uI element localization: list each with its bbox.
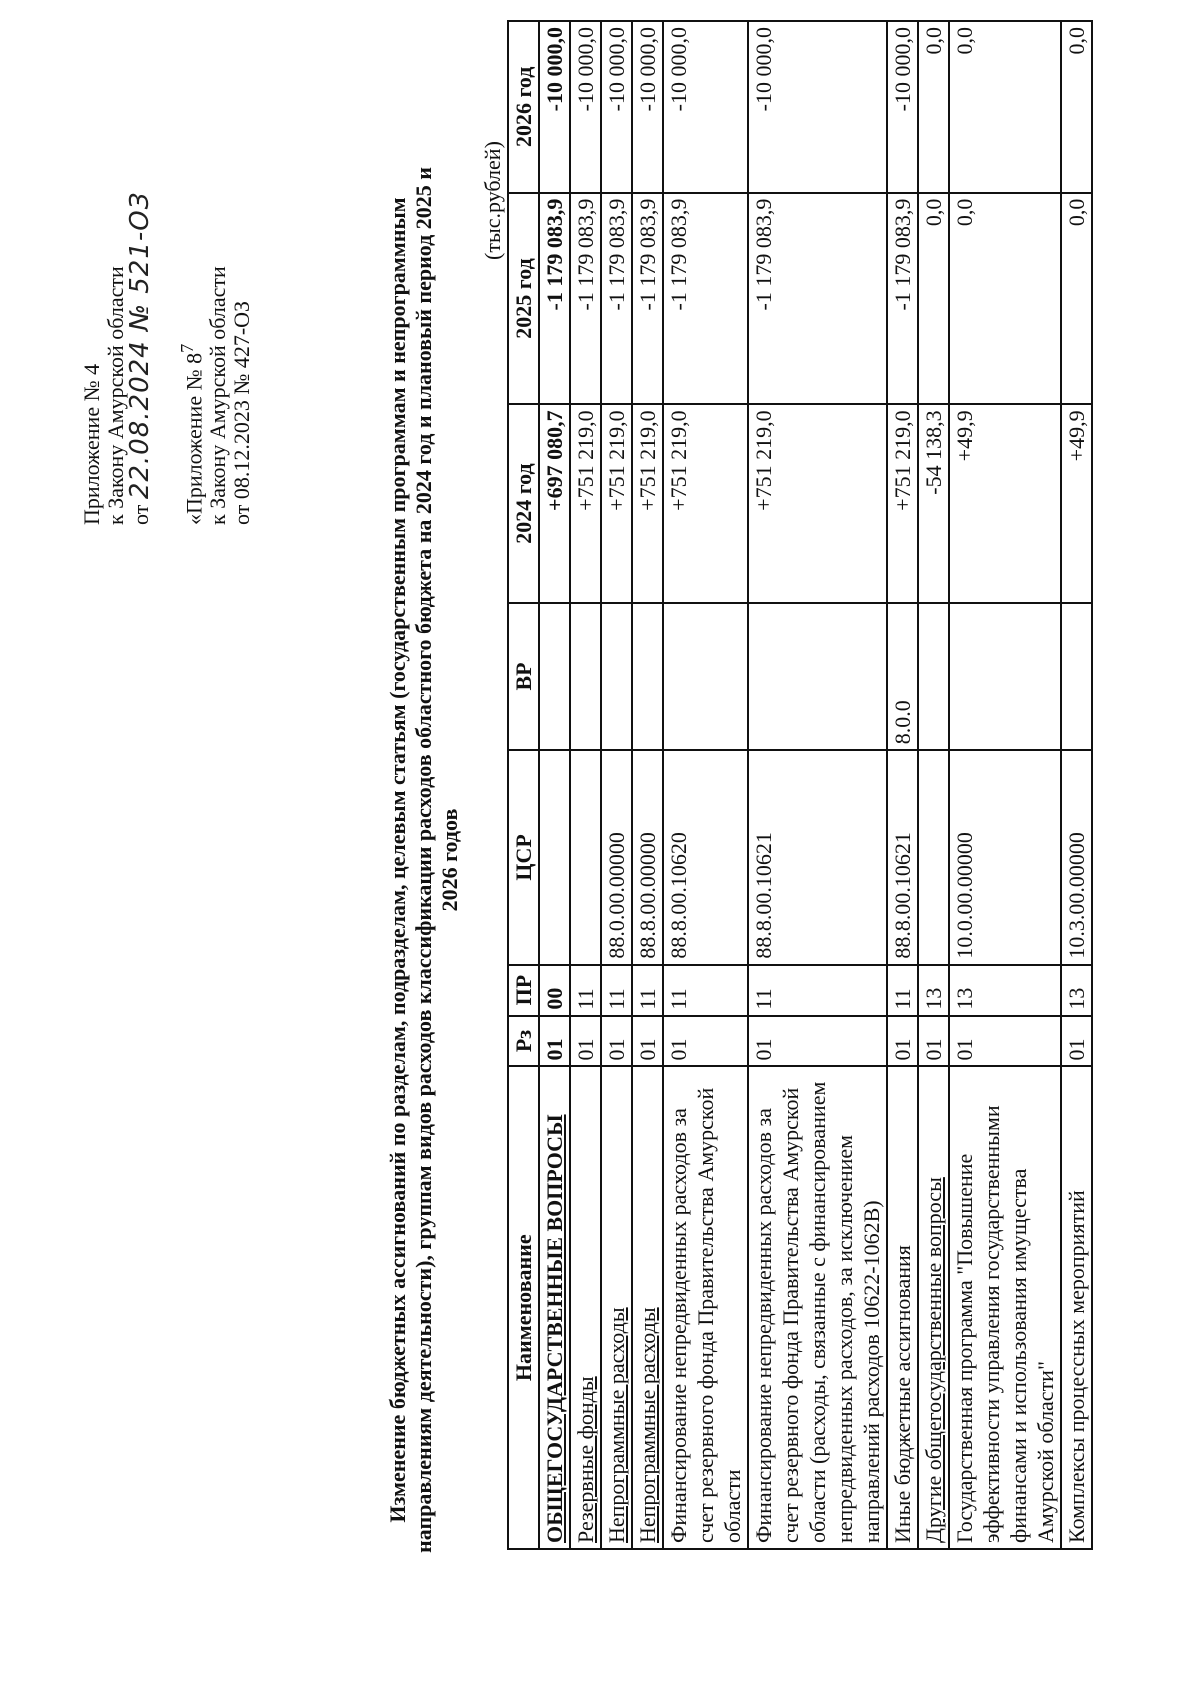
- cell-csr: [918, 750, 949, 964]
- appendix-number: Приложение № 4: [79, 363, 104, 525]
- cell-rz: 01: [887, 1016, 918, 1067]
- cell-2026: 0,0: [949, 21, 1061, 193]
- cell-2024: -54 138,3: [918, 404, 949, 602]
- cell-vr: [1061, 603, 1092, 750]
- cell-2025: 0,0: [918, 193, 949, 405]
- cell-2026: -10 000,0: [539, 21, 570, 193]
- table-row: [663, 21, 748, 1549]
- header-csr: ЦСР: [508, 750, 539, 964]
- cell-pr: 13: [949, 965, 1061, 1016]
- cell-name: Финансирование непредвиденных расходов за счет резервного фонда Правительства Амурской области: [663, 1066, 748, 1549]
- cell-pr: 11: [887, 965, 918, 1016]
- cell-2025: -1 179 083,9: [632, 193, 663, 405]
- cell-rz: 01: [1061, 1016, 1092, 1067]
- cell-2026: 0,0: [918, 21, 949, 193]
- table-row: [570, 21, 601, 1549]
- cell-pr: 11: [570, 965, 601, 1016]
- header-vr: ВР: [508, 603, 539, 750]
- table-row: [539, 21, 570, 1549]
- table-row: [949, 21, 1061, 1549]
- table-row: [632, 21, 663, 1549]
- cell-2024: +751 219,0: [570, 404, 601, 602]
- cell-csr: 88.8.00.10620: [663, 750, 748, 964]
- header-2026: 2026 год: [508, 21, 539, 193]
- cell-rz: 01: [918, 1016, 949, 1067]
- appendix-current: [80, 192, 153, 525]
- cell-csr: [570, 750, 601, 964]
- cell-pr: 11: [663, 965, 748, 1016]
- table-row: [887, 21, 918, 1549]
- cell-2024: +751 219,0: [632, 404, 663, 602]
- appendix-date-prefix: от: [128, 504, 153, 525]
- cell-2024: +49,9: [1061, 404, 1092, 602]
- units-label: (тыс.рублей): [480, 141, 505, 260]
- cell-2025: -1 179 083,9: [748, 193, 887, 405]
- previous-appendix-date: от 08.12.2023 № 427-ОЗ: [229, 300, 255, 525]
- cell-2026: -10 000,0: [570, 21, 601, 193]
- cell-2026: -10 000,0: [632, 21, 663, 193]
- appendix-law: к Закону Амурской области: [103, 266, 128, 525]
- header-2025: 2025 год: [508, 193, 539, 405]
- budget-table: [507, 20, 1093, 1550]
- cell-name: Финансирование непредвиденных расходов за счет резервного фонда Правительства Амурской области (расходы, связанные с финансированием непредвиденных расходов, за исключением направлений расходов 10622-1062В): [748, 1066, 887, 1549]
- cell-csr: 88.0.00.00000: [601, 750, 632, 964]
- cell-name: Резервные фонды: [570, 1066, 601, 1549]
- cell-name: Иные бюджетные ассигнования: [887, 1066, 918, 1549]
- table-header-row: [508, 21, 539, 1549]
- header-pr: ПР: [508, 965, 539, 1016]
- cell-vr: [748, 603, 887, 750]
- document-title: Изменение бюджетных ассигнований по разделам, подразделам, целевым статьям (государственным программам и непрограммным направлениям деятельности), группам видов расходов классификации расходов областного бюджета на 2024 год и плановый период 2025 и 2026 годов: [385, 167, 462, 1553]
- cell-rz: 01: [570, 1016, 601, 1067]
- table-row: [748, 21, 887, 1549]
- cell-vr: [632, 603, 663, 750]
- cell-vr: [663, 603, 748, 750]
- cell-rz: 01: [949, 1016, 1061, 1067]
- cell-2025: -1 179 083,9: [601, 193, 632, 405]
- cell-rz: 01: [601, 1016, 632, 1067]
- cell-csr: 88.8.00.00000: [632, 750, 663, 964]
- handwritten-date-number: 22.08.2024 № 521-ОЗ: [125, 191, 155, 500]
- cell-csr: 88.8.00.10621: [748, 750, 887, 964]
- cell-csr: 10.0.00.00000: [949, 750, 1061, 964]
- appendix-date-line: [125, 191, 155, 525]
- cell-2024: +751 219,0: [601, 404, 632, 602]
- table-row: [601, 21, 632, 1549]
- cell-name: Комплексы процессных мероприятий: [1061, 1066, 1092, 1549]
- cell-2024: +751 219,0: [887, 404, 918, 602]
- table-row: [918, 21, 949, 1549]
- cell-2025: -1 179 083,9: [539, 193, 570, 405]
- cell-rz: 01: [539, 1016, 570, 1067]
- cell-2026: -10 000,0: [887, 21, 918, 193]
- cell-2024: +751 219,0: [663, 404, 748, 602]
- header-name: Наименование: [508, 1066, 539, 1549]
- cell-vr: [949, 603, 1061, 750]
- cell-2026: -10 000,0: [748, 21, 887, 193]
- cell-name: Непрограммные расходы: [632, 1066, 663, 1549]
- cell-csr: [539, 750, 570, 964]
- cell-2025: -1 179 083,9: [570, 193, 601, 405]
- cell-name: Непрограммные расходы: [601, 1066, 632, 1549]
- cell-rz: 01: [663, 1016, 748, 1067]
- cell-pr: 00: [539, 965, 570, 1016]
- cell-rz: 01: [748, 1016, 887, 1067]
- cell-pr: 11: [748, 965, 887, 1016]
- cell-2026: -10 000,0: [663, 21, 748, 193]
- cell-name: Государственная программа "Повышение эффективности управления государственными финансами и использования имущества Амурской области": [949, 1066, 1061, 1549]
- cell-vr: [601, 603, 632, 750]
- cell-vr: [539, 603, 570, 750]
- cell-vr: [570, 603, 601, 750]
- header-2024: 2024 год: [508, 404, 539, 602]
- cell-csr: 10.3.00.00000: [1061, 750, 1092, 964]
- header-rz: Рз: [508, 1016, 539, 1067]
- previous-appendix-number: «Приложение № $8^7$: [177, 343, 207, 525]
- appendix-previous: [175, 266, 254, 525]
- appendix-superscript: 7: [177, 343, 197, 353]
- cell-pr: 11: [632, 965, 663, 1016]
- cell-pr: 11: [601, 965, 632, 1016]
- cell-rz: 01: [632, 1016, 663, 1067]
- cell-csr: 88.8.00.10621: [887, 750, 918, 964]
- cell-2025: 0,0: [949, 193, 1061, 405]
- previous-appendix-law: к Закону Амурской области: [205, 266, 231, 525]
- table-row: [1061, 21, 1092, 1549]
- cell-2024: +697 080,7: [539, 404, 570, 602]
- cell-2024: +751 219,0: [748, 404, 887, 602]
- cell-pr: 13: [1061, 965, 1092, 1016]
- cell-vr: [918, 603, 949, 750]
- cell-2025: 0,0: [1061, 193, 1092, 405]
- cell-2025: -1 179 083,9: [887, 193, 918, 405]
- cell-2025: -1 179 083,9: [663, 193, 748, 405]
- cell-name: ОБЩЕГОСУДАРСТВЕННЫЕ ВОПРОСЫ: [539, 1066, 570, 1549]
- cell-2026: -10 000,0: [601, 21, 632, 193]
- cell-2024: +49,9: [949, 404, 1061, 602]
- cell-pr: 13: [918, 965, 949, 1016]
- cell-name: Другие общегосударственные вопросы: [918, 1066, 949, 1549]
- cell-vr: 8.0.0: [887, 603, 918, 750]
- cell-2026: 0,0: [1061, 21, 1092, 193]
